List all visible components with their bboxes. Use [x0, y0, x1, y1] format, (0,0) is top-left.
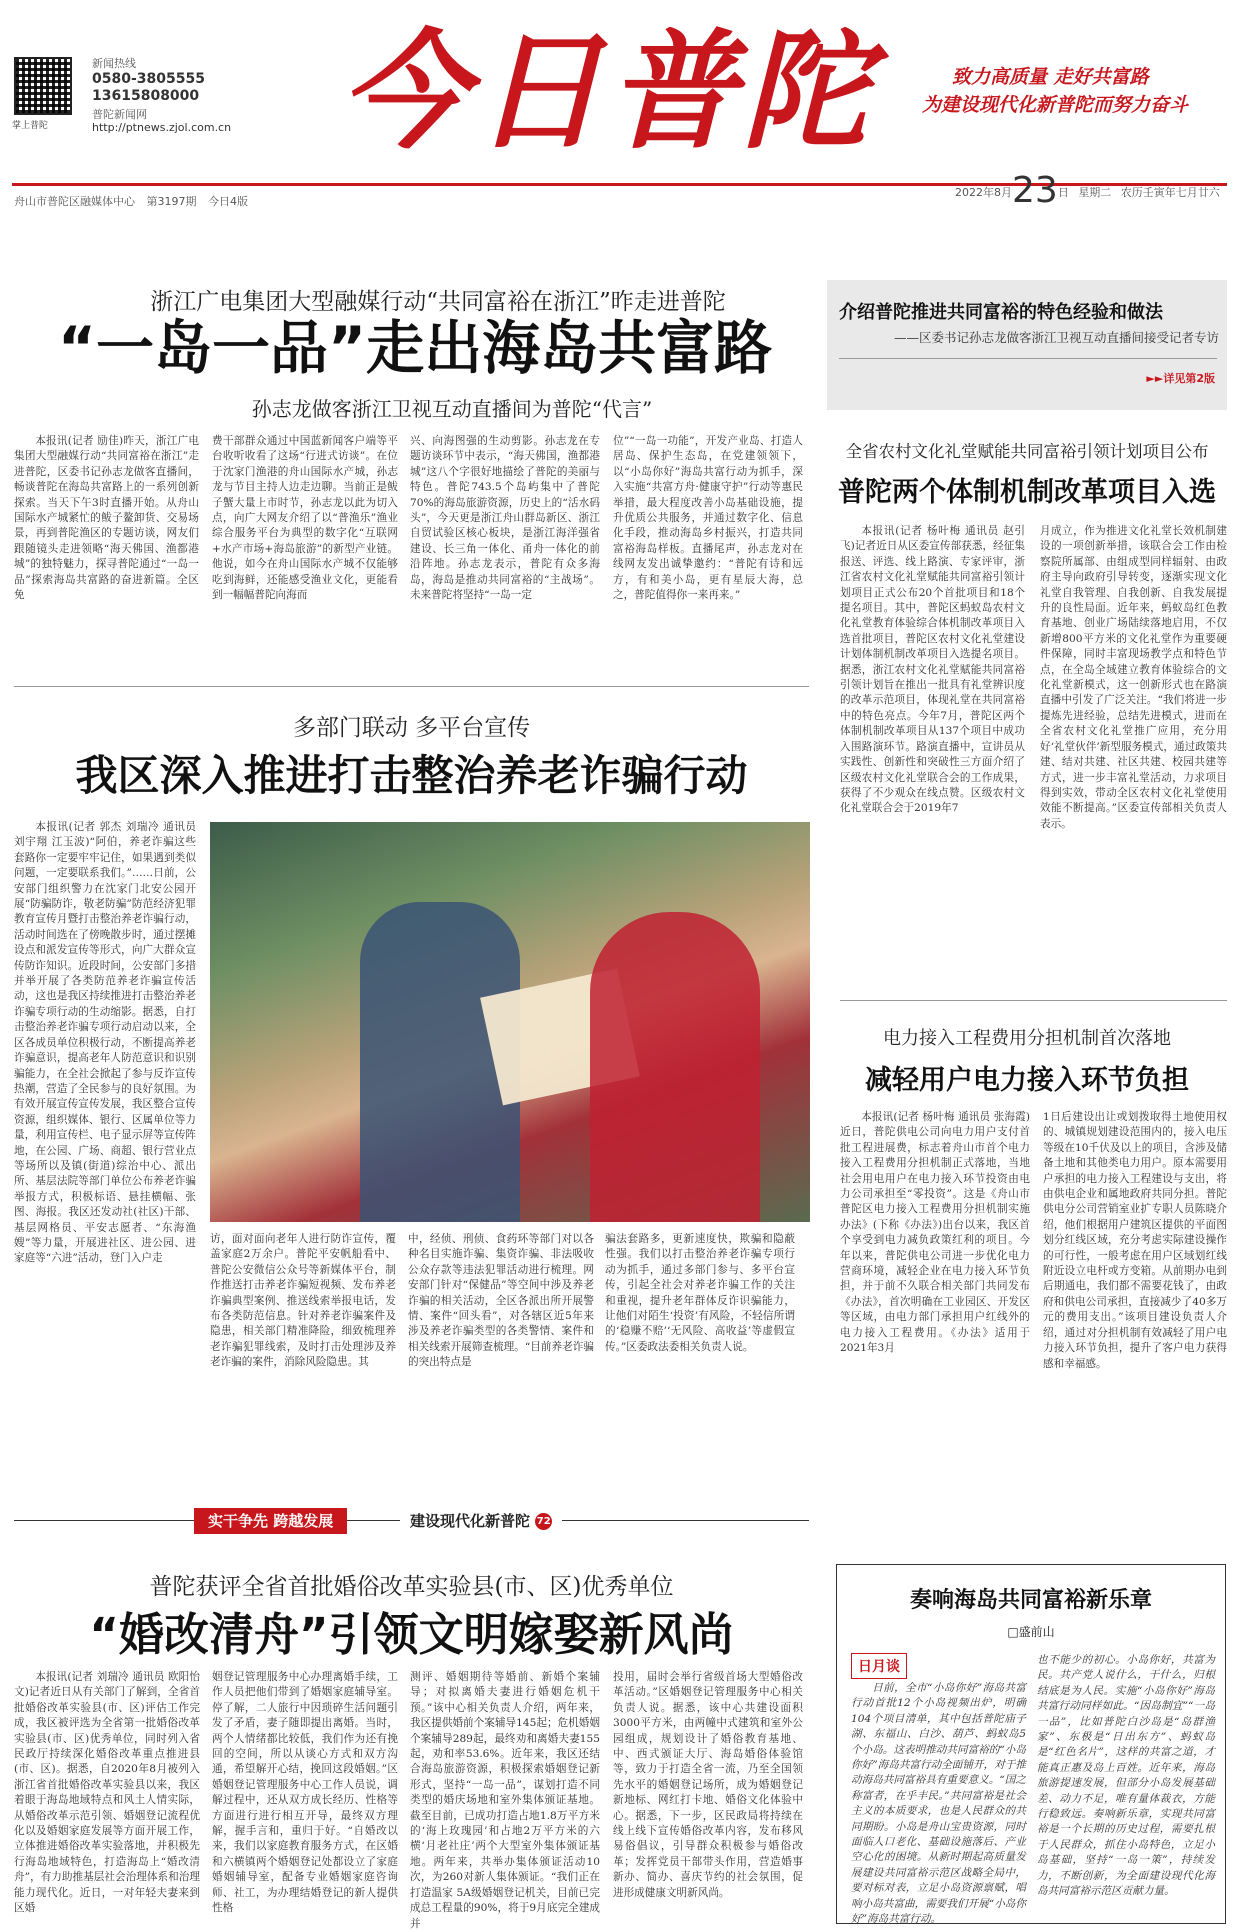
date-day: 23 [1012, 170, 1058, 211]
slogan-1: 致力高质量 走好共富路 [952, 66, 1149, 88]
publisher: 舟山市普陀区融媒体中心 [14, 195, 135, 208]
fraud-col-left: 本报讯(记者 郭杰 刘瑞冷 通讯员 刘宇翔 江玉波)“阿伯，养老诈骗这些套路你一定要牢牢记住，如果遇到类似问题，一定要联系我们。”……日前，公安部门组织警力在沈家门北安公园开展“防骗防诈，敬老防骗”防范经济犯罪教育宣传月暨打击整治养老诈骗行动，活动时间选在了傍晚散步时，通过摆摊设点和派发宣传等形式，向广大群众宣传防诈知识。近段时间，公安部门多措并举开展了各类防范养老诈骗宣传活动，这也是我区持续推进打击整治养老诈骗专项行动的生动缩影。据悉，自打击整治养老诈骗专项行动启动以来，全区各成员单位积极行动，不断提高养老诈骗意识，提高老年人防范意识和识别骗能力，在全社会掀起了参与反诈宣传热潮，营造了全民参与的良好氛围。为有效开展宣传宣传发展，我区整合宣传资源，组织媒体、银行、区属单位等力量，利用宣传栏、电子显示屏等宣传阵地，在公园、广场、商超、银行营业点等场所以及镇(街道)综治中心、派出所、基层法院等部门单位公布养老诈骗举报方式，积极标语、悬挂横幅、张图、海报。我区还发动社(社区)干部、基层网格员、平安志愿者、“东海渔嫂”等力量，开展进社区、进公园、进家庭等“六进”活动，登门入户走 [14, 821, 196, 1265]
column-col-2: 也不能少的初心。小岛你好，共富为民。共产党人说什么，干什么，归根结底是为人民。实施“小岛你好”海岛共富行动同样如此。“因岛制宜”“一岛一品”，比如普陀白沙岛是“岛群渔家”、东极是“日出东方”、蚂蚁岛是“红色名片”，这样的共富之道，才能真正惠及岛上百姓。近年来，海岛旅游提速发展，但部分小岛发展基础差、动力不足，唯有量体裁衣，方能行稳致远。奏响新乐章，实现共同富裕是一个长期的历史过程，需要扎根于人民群众，抓住小岛特色，立足小岛基础，坚持“一岛一策”，持续发力，不断创新，为全面建设现代化海岛共同富裕示范区贡献力量。 [1037, 1654, 1215, 1898]
slogan-2: 为建设现代化新普陀而努力奋斗 [922, 94, 1189, 116]
page-count: 今日4版 [208, 195, 248, 208]
hotline-phone-2: 13615808000 [92, 88, 200, 104]
divider-lead [14, 686, 809, 687]
side-promo-rule [839, 358, 1217, 359]
divider-right-1 [840, 1000, 1227, 1001]
date-suffix: 日 [1057, 186, 1069, 199]
marriage-col-4: 投用，届时会举行省级首场大型婚俗改革活动。”区婚姻登记管理服务中心相关负责人说。据悉，该中心共建设面积3000平方米，由两幢中式建筑和室外公园组成，规划设计了婚俗教育基地、中、西式颁证大厅、海岛婚俗体验馆等，致力于打造全省一流，乃至全国领先水平的婚姻登记场所，成为婚姻登记新地标、网红打卡地、婚俗文化体验中心。据悉，下一步，区民政局将持续在线上线下宣传婚俗改革内容，发布移风易俗倡议，引导群众积极参与婚俗改革；发挥党员干部带头作用，营造婚事新办、简办、喜庆节约的社会氛围，促进形成健康文明新风尚。 [613, 1671, 803, 1899]
banner-left: 实干争先 跨越发展 [194, 1508, 347, 1534]
fraud-kicker: 多部门联动 多平台宣传 [292, 715, 531, 741]
fraud-col-mid-2: 中，经侦、刑侦、食药环等部门对以各种名目实施诈骗、集资诈骗、非法吸收公众存款等违法犯罪活动进行梳理。网安部门针对“保健品”等空间中涉及养老诈骗的相关活动，全区各派出所开展警情、案件“回头看”，对各辖区近5年来涉及养老诈骗类型的各类警情、案件和相关线索开展筛查梳理。“目前养老诈骗的突出特点是 [408, 1233, 594, 1369]
hotline-label: 新闻热线 [92, 57, 136, 70]
side-promo-box[interactable] [827, 280, 1227, 410]
lead-col-3: 兴、向海图强的生动剪影。孙志龙在专题访谈环节中表示，“海天佛国，渔都港城”这八个字很好地描绘了普陀的美丽与特色。普陀743.5个岛屿集中了普陀70%的海岛旅游资源，历史上的“活水码头”，今天更是浙江舟山群岛新区、浙江自贸试验区核心板块，是浙江海洋强省建设、长三角一体化、甬舟一体化的前沿阵地。孙志龙表示，普陀有众多海岛，海岛是推动共同富裕的“主战场”。未来普陀将坚持“一岛一定 [410, 435, 600, 602]
rural-headline: 普陀两个体制机制改革项目入选 [838, 477, 1216, 508]
lead-col-4: 位”“一岛一功能”，开发产业岛、打造人居岛、保护生态岛，在党建领领下，以“小岛你好”海岛共富行动为抓手，深入实施“共富方舟·健康守护”行动等惠民举措，最大程度改善小岛基础设施，提升优质公共服务，并通过数字化、信息化手段，推动海岛乡村振兴，打造共同富裕海岛样板。直播尾声，孙志龙对在线网友发出诚挚邀约：“普陀有诗和远方，有和美小岛，更有星辰大海，总之，普陀值得你一来再来。” [613, 435, 803, 602]
issue-number: 第3197期 [146, 195, 197, 208]
lead-subhead: 孙志龙做客浙江卫视互动直播间为普陀“代言” [251, 397, 653, 421]
column-tag: 日月谈 [851, 1653, 907, 1679]
marriage-col-1: 本报讯(记者 刘瑞冷 通讯员 欧阳怡文)记者近日从有关部门了解到，全省首批婚俗改革实验县(市、区)评估工作完成，我区被评选为全省第一批婚俗改革实验县(市、区)优秀单位，同时列入省民政厅持续深化婚俗改革重点推进县(市、区)。据悉，自2020年8月被列入浙江省首批婚俗改革实验县以来，我区着眼于海岛地域特点和风土人情实际，从婚俗改革示范引领、婚姻登记流程优化以及婚姻家庭发展等方面开展工作，立体推进婚俗改革实验落地，并积极先行海岛地域特色，打造海岛上“婚改清舟”，有力助推基层社会治理体系和治理能力现代化。近日，一对年轻夫妻来到区婚 [14, 1671, 200, 1915]
lead-col-2: 费干部群众通过中国蓝新闻客户端等平台收听收看了这场“行进式访谈”。在位于沈家门渔港的舟山国际水产城，孙志龙与节目主持人边走边聊。当前正是鲅子蟹大量上市时节，孙志龙以此为切入点，向广大网友介绍了以“普渔乐”渔业综合服务平台为典型的数字化“互联网+水产市场+海岛旅游”的新型产业链。他说，如今在舟山国际水产城不仅能够吃到海鲜，还能感受渔业文化，更能看到一幅幅普陀向海而 [212, 435, 398, 602]
newspaper-title: 今日普陀 [340, 17, 877, 167]
marriage-col-3: 测评、婚姻期待等婚前、新婚个案辅导；对拟离婚夫妻进行婚姻危机干预。”该中心相关负责人介绍，两年来，我区提供婚前个案辅导145起；危机婚姻个案辅导289起，最终劝和离婚夫妻155起，劝和率53.6%。近年来，我区还结合海岛旅游资源，积极探索婚姻登记新形式，坚持“一岛一品”，谋划打造不同类型的婚庆场地和室外集体颁证基地。截至目前，已成功打造占地1.8万平方米的‘海上玫瑰园’和占地2万平方米的六横‘月老社庄’两个大型室外集体颁证基地。两年来，共举办集体颁证活动10次，为260对新人集体颁证。“我们正在打造温家 5A级婚姻登记机关，目前已完成总工程量的90%，将于9月底完全建成并 [410, 1671, 600, 1930]
masthead [0, 0, 1239, 211]
power-headline: 减轻用户电力接入环节负担 [865, 1065, 1189, 1096]
fraud-photo [210, 822, 810, 1222]
lunar-date: 农历壬寅年七月廿六 [1120, 186, 1220, 199]
power-col-2: 1日后建设出让或划拨取得土地使用权的、城镇规划建设范围内的，接入电压等级在10千伏及以上的项目，含涉及储备土地和其他类电力用户。原本需要用户承担的电力接入工程建设与支出，将由供电企业和属地政府共同分担。普陀供电分公司营销室业扩专职人员陈晓介绍，他们根据用户建筑区提供的平面图划分红线区域，充分考虑实际建设操作的可行性，一般考虑在用户区域划红线附近设立电杆或方变箱。从前期办电到后期通电，我们都不需要花钱了，由政府和供电公司承担，直接减少了40多万元的费用支出。”该项目建设负责人介绍，通过对分担机制有效减轻了用户电力接入环节负担，提升了客户电力获得感和幸福感。 [1043, 1111, 1227, 1370]
marriage-col-2: 姻登记管理服务中心办理离婚手续，工作人员把他们带到了婚姻家庭辅导室。停了解，二人旅行中因琐碎生活问题引发了矛盾，妻子随即提出离婚。当时，两个人情绪都比较低，我们作为还有挽回的空间，所以从谈心方式和双方沟通，希望解开心结，挽回这段婚姻。”区婚姻登记管理服务中心工作人员说，调解过程中，还从双方成长经历、性格等方面进行进行相互开导，最终双方理解，握手言和，重归于好。“自婚改以来，我们以家庭教育服务方式，在区婚和六横镇两个婚姻登记处都设立了家庭婚姻辅导室，配备专业婚姻家庭咨询师、社工，为办理结婚登记的新人提供性格 [212, 1671, 398, 1915]
fraud-col-mid-1: 访，面对面向老年人进行防诈宣传，覆盖家庭2万余户。普陀平安帆船看中、普陀公安微信公众号等新媒体平台，制作推送打击养老诈骗短视频、发布养老诈骗典型案例、推送线索举报电话，发布各类防范信息。针对养老诈骗案件及隐患，相关部门精准降险，细致梳理养老诈骗犯罪线索，及时打击处理涉及养老诈骗的案件，消除风险隐患。其 [210, 1233, 396, 1369]
lead-headline: “一岛一品”走出海岛共富路 [57, 314, 773, 382]
power-kicker: 电力接入工程费用分担机制首次落地 [883, 1028, 1171, 1049]
hotline-phone-1: 0580-3805555 [92, 71, 205, 87]
marriage-kicker: 普陀获评全省首批婚俗改革实验县(市、区)优秀单位 [149, 1574, 674, 1600]
fraud-headline: 我区深入推进打击整治养老诈骗行动 [75, 751, 748, 800]
side-promo-subtitle: ——区委书记孙志龙做客浙江卫视互动直播间接受记者专访 [893, 330, 1219, 345]
qr-caption: 掌上普陀 [12, 121, 49, 131]
side-promo-title: 介绍普陀推进共同富裕的特色经验和做法 [839, 302, 1163, 323]
date-block [955, 170, 1220, 211]
fraud-col-mid-3: 骗法套路多，更新速度快，欺骗和隐蔽性强。我们以打击整治养老诈骗专项行动为抓手，通过多部门参与、多平台宣传，引起全社会对养老诈骗工作的关注和重视，提升老年群体反诈识骗能力，让他们对陌生‘投资’有风险，不轻信所谓的‘稳赚不赔’‘无风险、高收益’等虚假宣传。”区委政法委相关负责人说。 [605, 1233, 795, 1353]
column-title: 奏响海岛共同富裕新乐章 [909, 1588, 1152, 1613]
edition-info [14, 193, 248, 209]
side-promo-more-link[interactable]: ►►详见第2版 [1146, 372, 1215, 385]
rural-kicker: 全省农村文化礼堂赋能共同富裕引领计划项目公布 [845, 442, 1209, 461]
lead-col-1: 本报讯(记者 励佳)昨天，浙江广电集团大型融媒行动“共同富裕在浙江”走进普陀，区委书记孙志龙做客直播间，畅谈普陀在海岛共富路上的一系列创新探索。当天下午3时直播开始。从舟山国际水产城紧忙的鲅子鳌卸货、交易场景，再到普陀渔区的专题访谈，网友们跟随镜头走进领略“海天佛国、渔都港城”的独特魅力，探寻普陀通过“一岛一品”探索海岛共富路的奋进新篇。全区免 [14, 435, 199, 602]
section-banner [14, 1508, 809, 1534]
weekday: 星期二 [1078, 186, 1112, 199]
qr-code [14, 57, 72, 115]
column-author: □盛前山 [1007, 1625, 1055, 1639]
banner-right [400, 1508, 562, 1534]
banner-right-label: 建设现代化新普陀 [410, 1512, 531, 1530]
column-box [836, 1564, 1226, 1924]
lead-kicker: 浙江广电集团大型融媒行动“共同富裕在浙江”昨走进普陀 [150, 289, 726, 315]
column-col-1: 日前，全市“小岛你好”海岛共富行动首批12个小岛视频出炉，明确104个项目清单，其中包括普陀庙子湖、东福山、白沙、葫芦、蚂蚁岛5个小岛。这表明推动共同富裕的“小岛你好”海岛共富行动全面铺开，对于推动海岛共同富裕具有重要意义。“国之称富者，在乎丰民。”共同富裕是社会主义的本质要求，也是人民群众的共同期盼。小岛是舟山宝贵资源，同时面临人口老化、基础设施落后、产业空心化的困境。从新时期起高质量发展建设共同富裕示范区战略全局中，要对标对表，立足小岛资源禀赋，唱响小岛共富曲，需要我们开展“小岛你好”海岛共富行动。 [851, 1682, 1026, 1926]
site-url[interactable]: http://ptnews.zjol.com.cn [92, 121, 232, 134]
rural-col-2: 月成立，作为推进文化礼堂长效机制建设的一项创新举措，该联合会工作由检察院所属部、由组成型同样辐射、由政府主导向政府引导转变，逐渐实现文化礼堂自我管理、自我创新、自我发展提升的良性局面。近年来，蚂蚁岛红色教育基地、创业广场陆续落地启用，不仅新增800平方米的文化礼堂作为重要硬件保障，同时丰富现场教学点和特色节点，在全岛全域建立教育体验综合的文化礼堂新模式，这一创新形式也在路演直播中引发了广泛关注。“我们将进一步提炼先进经验，总结先进模式，进而在全省农村文化礼堂推广应用，充分用好‘礼堂伙伴’新型服务模式，通过政策共建、结对共建、社区共建、校园共建等方式，进一步丰富礼堂活动，力求项目得到实效，带动全区农村文化礼堂使用效能不断提高。”区委宣传部相关负责人表示。 [1040, 525, 1227, 830]
banner-badge: 72 [535, 1513, 552, 1530]
marriage-headline: “婚改清舟”引领文明嫁娶新风尚 [89, 1608, 734, 1661]
photo-elderly-woman [590, 912, 760, 1222]
rural-col-1: 本报讯(记者 杨叶梅 通讯员 赵引飞)记者近日从区委宣传部获悉，经征集报送、评选、线上路演、专家评审，浙江省农村文化礼堂赋能共同富裕引领计划项目正式公布20个首批项目和18个提名项目。其中，普陀区蚂蚁岛农村文化礼堂教育体验综合体机制改革项目入选首批项目，普陀区农村文化礼堂建设计划体制机制改革项目入选提名项目。据悉，浙江农村文化礼堂赋能共同富裕引领计划旨在推出一批具有礼堂辨识度的改革示范项目，体现礼堂在共同富裕中的特色亮点。今年7月，普陀区两个体制机制改革项目从137个项目中成功入围路演环节。路演直播中，宣讲员从实践性、创新性和突破性三方面介绍了区级农村文化礼堂联合会的工作成果，获得了不少观众在线点赞。区级农村文化礼堂联合会于2019年7 [840, 525, 1025, 815]
site-label: 普陀新闻网 [92, 108, 147, 121]
power-col-1: 本报讯(记者 杨叶梅 通讯员 张海霞)近日，普陀供电公司向电力用户支付首批工程进展费，标志着舟山市首个电力接入工程费用分担机制正式落地，当地社会用电用户在电力接入环节投资由电力公司承担至“零投资”。这是《舟山市普陀区电力接入工程费用分担机制实施办法》(下称《办法》)出台以来，我区首个享受到电力减负政策红利的项目。今年以来，普陀供电公司进一步优化电力营商环境，减轻企业在电力接入环节负担，并于前不久联合相关部门共同发布《办法》，首次明确在工业园区、开发区等区域，由电力部门承担用户红线外的电力接入工程费用。《办法》适用于2021年3月 [840, 1111, 1030, 1355]
date-prefix: 2022年8月 [955, 186, 1012, 199]
